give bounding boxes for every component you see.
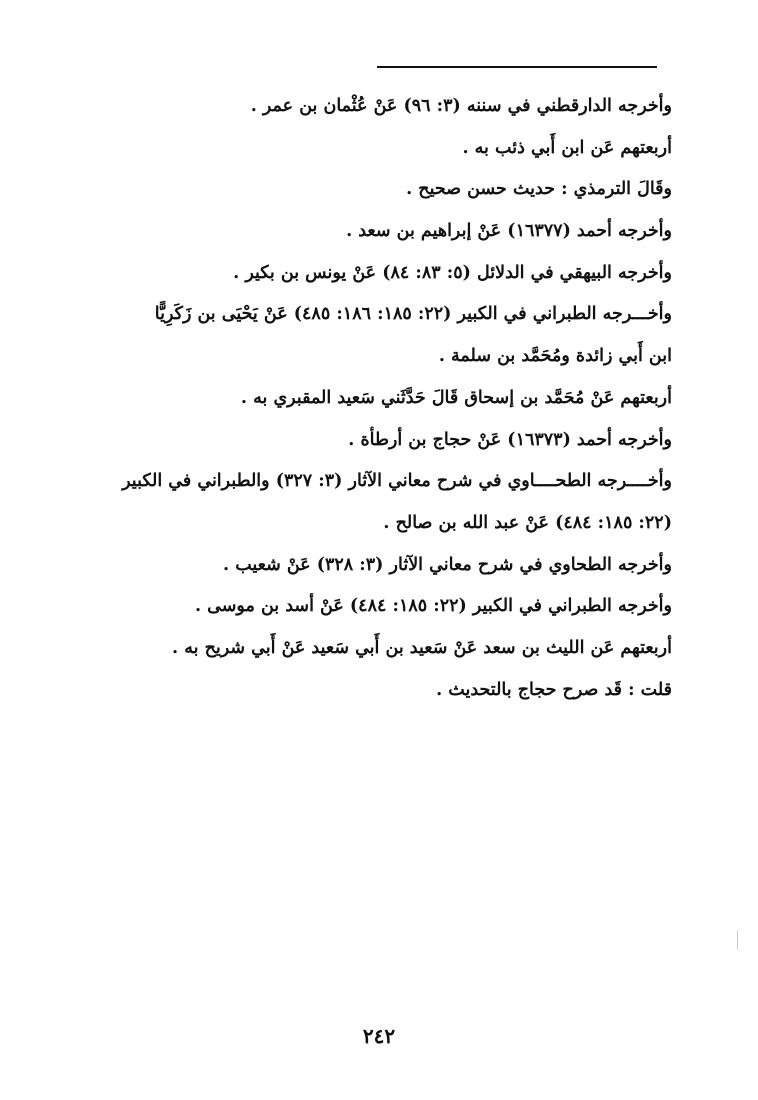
page-number: ٢٤٢	[362, 1024, 396, 1048]
text-line-4: وأخرجه أحمد (١٦٣٧٧) عَنْ إبراهيم بن سعد .	[346, 221, 672, 242]
text-line-8: أربعتهم عَنْ مُحَمَّد بن إسحاق قَالَ حَدَّثَني سَعيد المقبري به .	[240, 387, 672, 408]
text-line-9: وأخرجه أحمد (١٦٣٧٣) عَنْ حجاج بن أرطأة .	[348, 429, 672, 450]
text-line-12: وأخرجه الطحاوي في شرح معاني الآثار (٣: ٣٢٨) عَنْ شعيب .	[223, 554, 672, 575]
text-line-2: أربعتهم عَن ابن أَبي ذئب به .	[462, 137, 672, 158]
text-line-10: وأخــــرجه الطحــــاوي في شرح معاني الآثار (٣: ٣٢٧) والطبراني في الكبير	[122, 471, 672, 492]
text-line-15: قلت : قَد صرح حجاج بالتحديث .	[436, 679, 672, 700]
header-rule	[377, 66, 657, 68]
text-line-14: أربعتهم عَن الليث بن سعد عَنْ سَعيد بن أَبي سَعيد عَنْ أَبي شريح به .	[172, 637, 672, 658]
text-line-3: وقَالَ الترمذي : حديث حسن صحيح .	[406, 179, 672, 200]
text-line-11: (٢٢: ١٨٥: ٤٨٤) عَنْ عبد الله بن صالح .	[383, 512, 672, 533]
text-line-1: وأخرجه الدارقطني في سننه (٣: ٩٦) عَنْ عُثْمان بن عمر .	[250, 96, 672, 116]
text-line-5: وأخرجه البيهقي في الدلائل (٥: ٨٣: ٨٤) عَنْ يونس بن بكير .	[233, 262, 672, 283]
text-line-13: وأخرجه الطبراني في الكبير (٢٢: ١٨٥: ٤٨٤) عَنْ أسد بن موسى .	[195, 596, 672, 617]
scan-edge-mark	[737, 930, 738, 950]
text-line-6: وأخـــرجه الطبراني في الكبير (٢٢: ١٨٥: ١٨٦: ٤٨٥) عَنْ يَحْيَى بن زَكَرِيًّا	[154, 304, 672, 325]
text-line-7: ابن أَبي زائدة ومُحَمَّد بن سلمة .	[438, 346, 672, 367]
body-text	[90, 86, 672, 711]
